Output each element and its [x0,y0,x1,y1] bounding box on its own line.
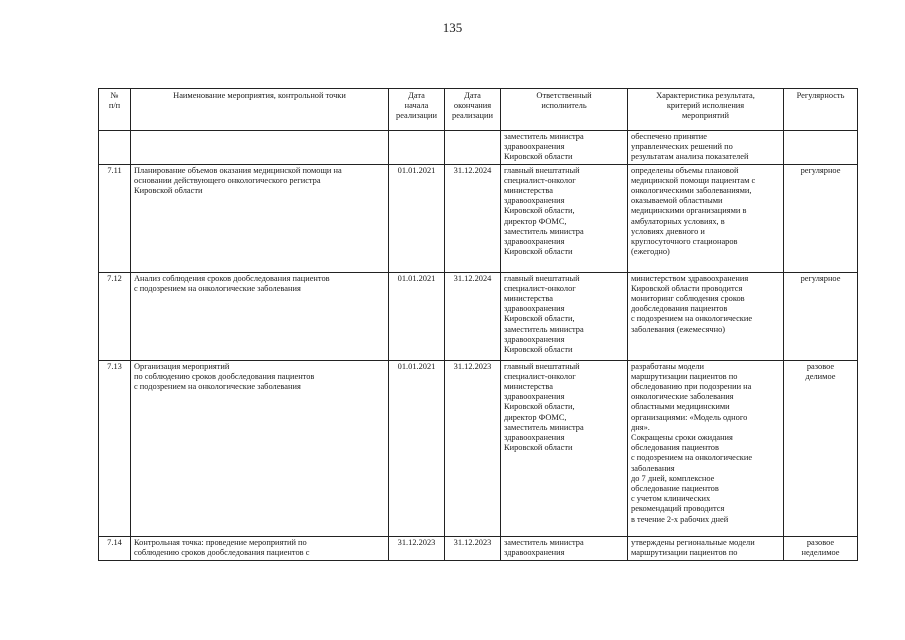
row-number: 7.12 [99,272,131,360]
row-responsible: главный внештатный специалист-онколог министерства здравоохранения Кировской области, заместитель министра здравоохранения Кировской области [501,272,628,360]
row-result: министерством здравоохранения Кировской области проводится мониторинг соблюдения сроков дообследования пациентов с подозрением на онкологические заболевания (ежемесячно) [628,272,784,360]
header-result: Характеристика результата, критерий исполнения мероприятий [628,89,784,131]
row-activity-name: Контрольная точка: проведение мероприятий по соблюдению сроков дообследования пациентов с [131,536,389,560]
header-regularity: Регулярность [784,89,858,131]
row-end-date: 31.12.2024 [445,164,501,272]
header-end-date: Дата окончания реализации [445,89,501,131]
row-regularity [784,131,858,165]
header-activity-name: Наименование мероприятия, контрольной точки [131,89,389,131]
row-start-date: 01.01.2021 [389,360,445,536]
row-responsible: главный внештатный специалист-онколог министерства здравоохранения Кировской области, директор ФОМС, заместитель министра здравоохранения Кировской области [501,164,628,272]
header-number: № п/п [99,89,131,131]
row-responsible: заместитель министра здравоохранения Кировской области [501,131,628,165]
table-row [99,272,858,360]
row-start-date: 31.12.2023 [389,536,445,560]
row-start-date [389,131,445,165]
row-activity-name: Планирование объемов оказания медицинской помощи на основании действующего онкологического регистра Кировской области [131,164,389,272]
row-result: утверждены региональные модели маршрутизации пациентов по [628,536,784,560]
row-regularity: регулярное [784,272,858,360]
row-number: 7.13 [99,360,131,536]
row-end-date: 31.12.2023 [445,536,501,560]
row-number [99,131,131,165]
row-regularity: разовое неделимое [784,536,858,560]
row-activity-name: Анализ соблюдения сроков дообследования пациентов с подозрением на онкологические заболевания [131,272,389,360]
row-start-date: 01.01.2021 [389,164,445,272]
row-number: 7.14 [99,536,131,560]
row-activity-name [131,131,389,165]
row-responsible: заместитель министра здравоохранения [501,536,628,560]
row-end-date [445,131,501,165]
row-end-date: 31.12.2023 [445,360,501,536]
table-row [99,131,858,165]
table-row [99,360,858,536]
row-responsible: главный внештатный специалист-онколог министерства здравоохранения Кировской области, директор ФОМС, заместитель министра здравоохранения Кировской области [501,360,628,536]
row-result: разработаны модели маршрутизации пациентов по обследованию при подозрении на онкологические заболевания областными медицинскими организациями: «Модель одного дня». Сокращены сроки ожидания обследования пациентов с подозрением на онкологические заболевания до 7 дней, комплексное обследование пациентов с учетом клинических рекомендаций проводится в течение 2-х рабочих дней [628,360,784,536]
page-number: 135 [442,20,463,35]
row-regularity: регулярное [784,164,858,272]
activities-table [98,88,858,561]
table-row [99,164,858,272]
row-number: 7.11 [99,164,131,272]
row-regularity: разовое делимое [784,360,858,536]
row-result: определены объемы плановой медицинской помощи пациентам с онкологическими заболеваниями, оказываемой областными медицинскими организациями в амбулаторных условиях, в условиях дневного и круглосуточного стационаров (ежегодно) [628,164,784,272]
row-activity-name: Организация мероприятий по соблюдению сроков дообследования пациентов с подозрением на онкологические заболевания [131,360,389,536]
table-header-row [99,89,858,131]
table-row [99,536,858,560]
header-start-date: Дата начала реализации [389,89,445,131]
row-end-date: 31.12.2024 [445,272,501,360]
header-responsible: Ответственный исполнитель [501,89,628,131]
row-start-date: 01.01.2021 [389,272,445,360]
row-result: обеспечено принятие управленческих решений по результатам анализа показателей [628,131,784,165]
